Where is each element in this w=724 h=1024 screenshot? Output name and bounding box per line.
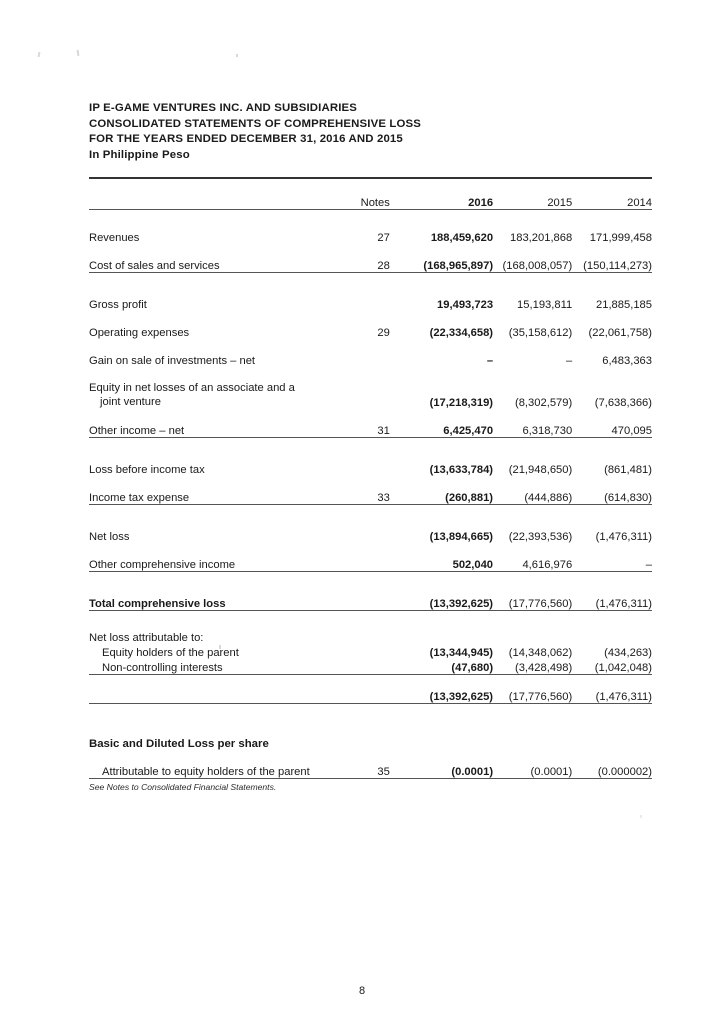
row-value-2016: (13,894,665) — [429, 531, 494, 544]
row-value-2015: (21,948,650) — [508, 464, 573, 477]
table-row-attributable-header — [89, 629, 652, 644]
statement-body — [89, 101, 652, 792]
table-row-equity-holders — [89, 644, 652, 659]
row-value-2014: (22,061,758) — [588, 327, 652, 340]
row-note — [338, 675, 403, 704]
scan-speck — [38, 52, 41, 57]
table-row-other-comprehensive-income — [89, 543, 652, 572]
heading-line-period: FOR THE YEARS ENDED DECEMBER 31, 2016 AND 2015 — [89, 133, 403, 146]
row-label: Other comprehensive income — [89, 543, 338, 572]
heading-line-company: IP E-GAME VENTURES INC. AND SUBSIDIARIES — [89, 102, 358, 114]
row-value-2016: 188,459,620 — [430, 232, 494, 245]
row-note — [338, 582, 403, 611]
row-label: Other income – net — [89, 409, 338, 438]
row-value-2014: (1,476,311) — [595, 531, 652, 544]
row-value-2016: (47,680) — [404, 659, 493, 675]
document-heading — [89, 101, 652, 163]
row-value-2015: (444,886) — [493, 476, 572, 505]
table-row-total-comprehensive-loss — [89, 582, 652, 611]
row-value-2014: (150,114,273) — [572, 244, 652, 273]
spacer — [89, 505, 652, 516]
row-note — [338, 448, 403, 476]
table-row-footnote — [89, 779, 652, 793]
table-row-non-controlling-interests — [89, 659, 652, 675]
comprehensive-loss-table — [89, 177, 652, 792]
row-label — [89, 367, 338, 409]
row-value-2016: (13,344,945) — [429, 647, 494, 660]
row-value-2016: (13,392,625) — [404, 675, 493, 704]
row-note: 31 — [338, 409, 403, 438]
table-header-row — [89, 185, 652, 209]
table-row-gross-profit — [89, 283, 652, 311]
row-label: Gain on sale of investments – net — [89, 355, 256, 368]
table-row-revenues — [89, 216, 652, 244]
column-header-2015: 2015 — [547, 197, 573, 210]
row-note — [338, 339, 403, 367]
table-top-rule — [89, 178, 652, 185]
row-value-2014: (434,263) — [604, 647, 652, 660]
table-row-eps-section-title — [89, 722, 652, 750]
row-value-2016: 6,425,470 — [404, 409, 493, 438]
row-value-2014: 470,095 — [572, 409, 652, 438]
row-label: Net loss attributable to: — [89, 632, 204, 645]
row-label: Cost of sales and services — [89, 244, 338, 273]
row-value-2015: (22,393,536) — [508, 531, 573, 544]
row-note — [338, 283, 403, 311]
spacer — [89, 704, 652, 723]
scan-speck — [77, 50, 80, 56]
table-row-cost-of-sales — [89, 244, 652, 273]
scan-speck — [236, 54, 238, 57]
heading-line-title: CONSOLIDATED STATEMENTS OF COMPREHENSIVE LOSS — [89, 117, 422, 130]
row-value-2015: (35,158,612) — [508, 327, 573, 340]
footnote-text: See Notes to Consolidated Financial Statements. — [89, 782, 277, 793]
row-value-2014: (861,481) — [604, 464, 652, 477]
row-value-2014: (0.000002) — [572, 750, 652, 779]
scan-speck — [640, 815, 642, 818]
spacer — [89, 572, 652, 583]
row-value-2015: 15,193,811 — [517, 299, 573, 312]
row-label: Non-controlling interests — [89, 659, 338, 675]
row-value-2015: 4,616,976 — [493, 543, 572, 572]
table-row-attributable-total — [89, 675, 652, 704]
row-value-2016: – — [486, 355, 494, 368]
table-row-other-income — [89, 409, 652, 438]
row-note — [338, 644, 403, 659]
page-number: 8 — [358, 985, 366, 997]
table-row-loss-before-tax — [89, 448, 652, 476]
row-value-2016: (17,218,319) — [429, 397, 494, 410]
row-note — [338, 543, 403, 572]
spacer — [89, 611, 652, 630]
row-note: 27 — [377, 232, 390, 245]
row-value-2016: (0.0001) — [404, 750, 493, 779]
column-header-2016: 2016 — [468, 197, 494, 210]
row-value-2016: (13,392,625) — [404, 582, 493, 611]
row-value-2014: (7,638,366) — [594, 397, 652, 410]
row-label-line2: joint venture — [100, 396, 161, 409]
row-note: 28 — [338, 244, 403, 273]
row-note: 29 — [377, 327, 390, 340]
row-value-2014: 171,999,458 — [589, 232, 652, 245]
row-label: Operating expenses — [89, 327, 190, 340]
row-value-2015: (8,302,579) — [514, 397, 573, 410]
row-value-2015: (168,008,057) — [493, 244, 572, 273]
row-value-2016: (260,881) — [404, 476, 493, 505]
row-value-2014: 6,483,363 — [602, 355, 652, 368]
row-note — [338, 659, 403, 675]
column-header-2014: 2014 — [627, 197, 652, 210]
row-label: Net loss — [89, 531, 130, 544]
spacer — [89, 273, 652, 284]
row-label: Loss before income tax — [89, 464, 205, 477]
row-value-2016: 502,040 — [404, 543, 493, 572]
row-label: Revenues — [89, 232, 140, 245]
table-row-gain-on-sale — [89, 339, 652, 367]
row-label — [89, 675, 338, 704]
row-label: Income tax expense — [89, 476, 338, 505]
section-title: Basic and Diluted Loss per share — [89, 738, 269, 751]
row-value-2016: (13,633,784) — [429, 464, 494, 477]
row-value-2015: (14,348,062) — [508, 647, 573, 660]
row-note — [338, 367, 403, 409]
row-note: 33 — [338, 476, 403, 505]
row-value-2014: 21,885,185 — [596, 299, 652, 312]
row-label: Total comprehensive loss — [89, 582, 338, 611]
row-value-2015: (17,776,560) — [493, 582, 572, 611]
spacer — [89, 438, 652, 449]
row-value-2015: – — [565, 355, 573, 368]
row-value-2015: 6,318,730 — [493, 409, 572, 438]
heading-line-currency: In Philippine Peso — [89, 148, 190, 161]
row-note: 35 — [338, 750, 403, 779]
row-value-2015: (0.0001) — [493, 750, 572, 779]
table-row-eps-attributable — [89, 750, 652, 779]
row-label: Equity holders of the parent — [102, 647, 239, 660]
column-header-label — [89, 185, 338, 209]
row-value-2014: (1,042,048) — [572, 659, 652, 675]
row-label-line1: Equity in net losses of an associate and a — [89, 382, 295, 395]
row-value-2016: (168,965,897) — [404, 244, 493, 273]
row-value-2015: (3,428,498) — [493, 659, 572, 675]
row-value-2015: (17,776,560) — [493, 675, 572, 704]
row-value-2016: 19,493,723 — [437, 299, 494, 312]
row-note — [338, 515, 403, 543]
table-row-equity-net-losses — [89, 367, 652, 409]
row-value-2016: (22,334,658) — [429, 327, 494, 340]
row-value-2014: (1,476,311) — [572, 675, 652, 704]
table-row-net-loss — [89, 515, 652, 543]
row-value-2014: – — [572, 543, 652, 572]
row-label: Attributable to equity holders of the parent — [89, 750, 338, 779]
row-label: Gross profit — [89, 299, 147, 312]
row-value-2015: 183,201,868 — [510, 232, 573, 245]
row-value-2014: (614,830) — [572, 476, 652, 505]
table-row-operating-expenses — [89, 311, 652, 339]
column-header-notes: Notes — [360, 197, 390, 210]
table-row-income-tax-expense — [89, 476, 652, 505]
row-value-2014: (1,476,311) — [572, 582, 652, 611]
